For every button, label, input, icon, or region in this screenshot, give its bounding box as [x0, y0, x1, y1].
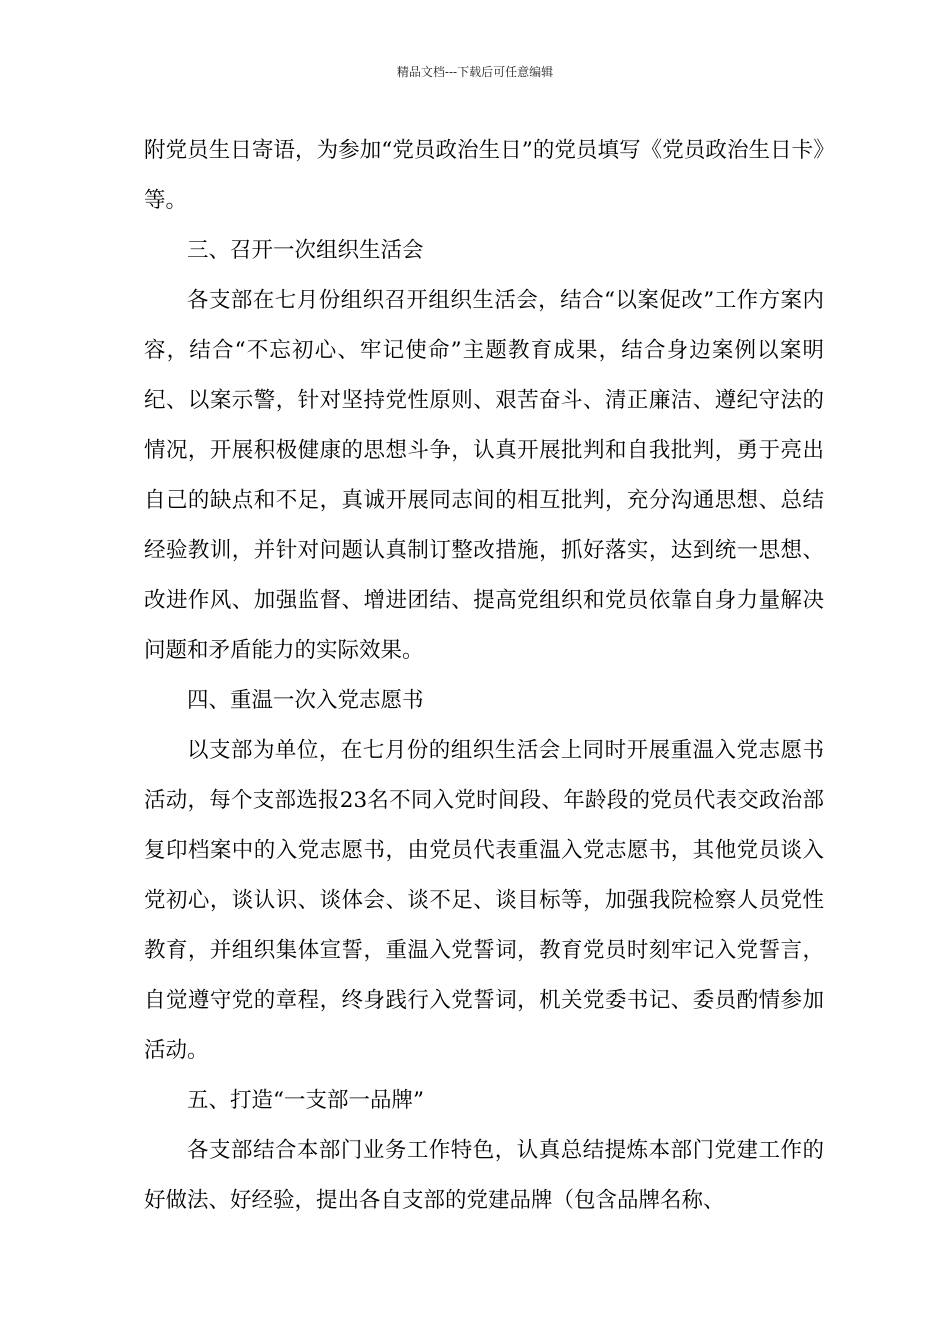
paragraph-birthday-card: 附党员生日寄语，为参加“党员政治生日”的党员填写《党员政治生日卡》等。 — [144, 138, 824, 213]
section-heading-3: 三、召开一次组织生活会 — [187, 238, 424, 263]
paragraph-organization-meeting: 各支部在七月份组织召开组织生活会，结合“以案促改”工作方案内容，结合“不忘初心、牢记使命”主题教育成果，结合身边案例以案明纪、以案示警，针对坚持党性原则、艰苦奋斗、清正廉洁、遵纪守法的情况，开展积极健康的思想斗争，认真开展批判和自我批判，勇于亮出自己的缺点和不足，真诚开展同志间的相互批判，充分沟通思想、总结经验教训，并针对问题认真制订整改措施，抓好落实，达到统一思想、改进作风、加强监督、增进团结、提高党组织和党员依靠自身力量解决问题和矛盾能力的实际效果。 — [144, 288, 824, 663]
page-header: 精品文档---下载后可任意编辑 — [396, 65, 554, 79]
paragraph-party-application: 以支部为单位，在七月份的组织生活会上同时开展重温入党志愿书活动，每个支部选报23名不同入党时间段、年龄段的党员代表交政治部复印档案中的入党志愿书，由党员代表重温入党志愿书，其他党员谈入党初心，谈认识、谈体会、谈不足、谈目标等，加强我院检察人员党性教育，并组织集体宣誓，重温入党誓词，教育党员时刻牢记入党誓言，自觉遵守党的章程，终身践行入党誓词，机关党委书记、委员酌情参加活动。 — [144, 738, 824, 1063]
section-heading-5: 五、打造“一支部一品牌” — [187, 1088, 424, 1113]
section-heading-4: 四、重温一次入党志愿书 — [187, 688, 424, 713]
document-body — [144, 126, 824, 1226]
paragraph-branch-brand: 各支部结合本部门业务工作特色，认真总结提炼本部门党建工作的好做法、好经验，提出各自支部的党建品牌（包含品牌名称、 — [144, 1138, 824, 1213]
